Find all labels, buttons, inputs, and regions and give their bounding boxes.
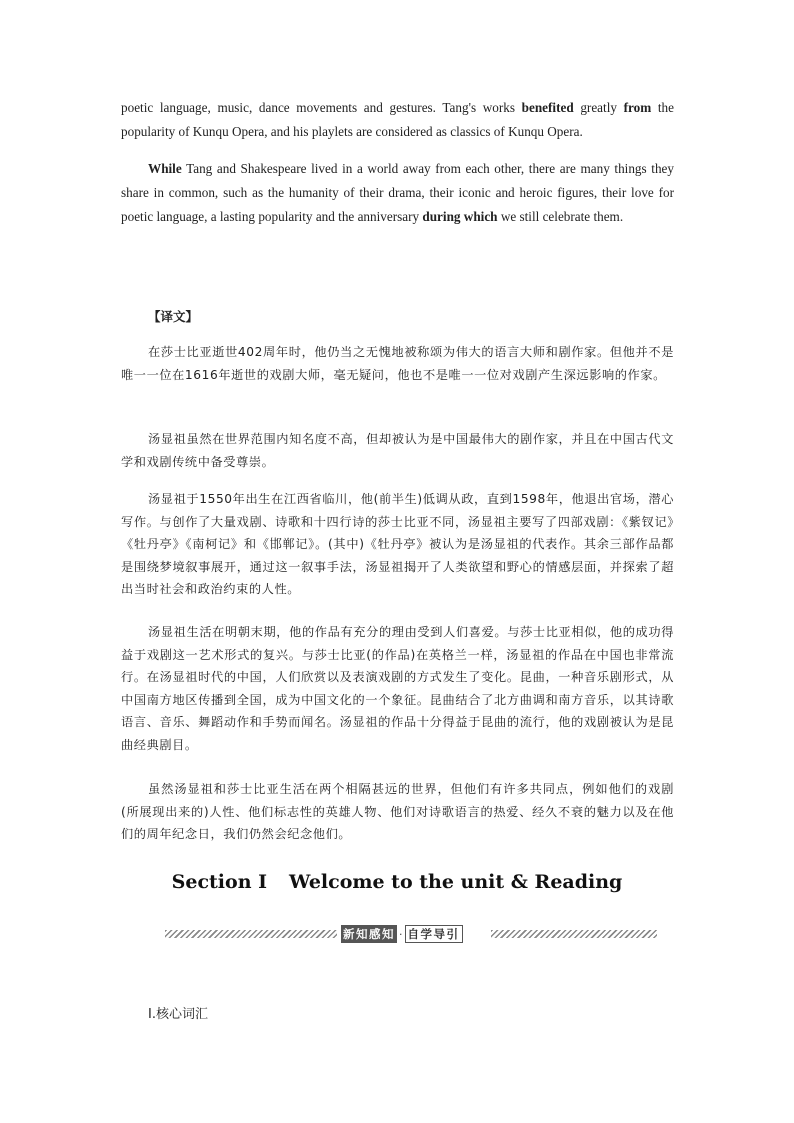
banner-tag-self-study: 自学导引	[405, 925, 463, 943]
translation-heading: 【译文】	[148, 309, 199, 324]
section-label: Section Ⅰ	[171, 871, 268, 893]
section-banner	[165, 925, 657, 945]
english-paragraph-2	[121, 157, 674, 229]
translation-paragraph-1: 在莎士比亚逝世402周年时，他仍当之无愧地被称颂为伟大的语言大师和剧作家。但他并不是唯一一位在1616年逝世的戏剧大师，毫无疑问，他也不是唯一一位对戏剧产生深远影响的作家。	[121, 345, 674, 382]
bold-phrase: during which	[422, 209, 498, 224]
text-run: the popularity of Kunqu Opera, and his playlets are considered as classics of Kunqu Opera.	[121, 100, 674, 139]
banner-stripe-left	[165, 930, 337, 938]
text-run: greatly	[573, 100, 624, 115]
banner-tag-new-knowledge: 新知感知	[343, 927, 395, 941]
text-run: poetic language, music, dance movements and gestures. Tang's works	[121, 100, 522, 115]
banner-separator: ·	[399, 927, 403, 941]
translation-paragraph-4: 汤显祖生活在明朝末期，他的作品有充分的理由受到人们喜爱。与莎士比亚相似，他的成功得益于戏剧这一艺术形式的复兴。与莎士比亚(的作品)在英格兰一样，汤显祖的作品在中国也非常流行。在汤显祖时代的中国，人们欣赏以及表演戏剧的方式发生了变化。昆曲，一种音乐剧形式，从中国南方地区传播到全国，成为中国文化的一个象征。昆曲结合了北方曲调和南方音乐，以其诗歌语言、音乐、舞蹈动作和手势而闻名。汤显祖的作品十分得益于昆曲的流行，他的戏剧被认为是昆曲经典剧目。	[121, 625, 674, 752]
banner-stripe-right	[491, 930, 657, 938]
english-paragraph-1	[121, 96, 674, 144]
bold-phrase: benefited	[521, 100, 574, 115]
section-name: Welcome to the unit & Reading	[289, 871, 623, 893]
bold-phrase: from	[623, 100, 652, 115]
text-run: we still celebrate them.	[497, 209, 624, 224]
translation-paragraph-2: 汤显祖虽然在世界范围内知名度不高，但却被认为是中国最伟大的剧作家，并且在中国古代文学和戏剧传统中备受尊崇。	[121, 432, 674, 469]
translation-paragraph-3: 汤显祖于1550年出生在江西省临川，他(前半生)低调从政，直到1598年，他退出官场，潜心写作。与创作了大量戏剧、诗歌和十四行诗的莎士比亚不同，汤显祖主要写了四部戏剧：《紫钗记》《牡丹亭》《南柯记》和《邯郸记》。(其中)《牡丹亭》被认为是汤显祖的代表作。其余三部作品都是围绕梦境叙事展开，通过这一叙事手法，汤显祖揭开了人类欲望和野心的情感层面，并探索了超出当时社会和政治约束的人性。	[121, 492, 674, 596]
text-run: Tang and Shakespeare lived in a world away from each other, there are many things they share in common, such as the humanity of their drama, their iconic and heroic figures, their love for poetic language, a lasting popularity and the anniversary	[121, 161, 674, 224]
section-title	[0, 871, 794, 893]
banner-label	[341, 925, 487, 943]
translation-paragraph-5: 虽然汤显祖和莎士比亚生活在两个相隔甚远的世界，但他们有许多共同点，例如他们的戏剧(所展现出来的)人性、他们标志性的英雄人物、他们对诗歌语言的热爱、经久不衰的魅力以及在他们的周年纪念日，我们仍然会纪念他们。	[121, 782, 674, 841]
bold-phrase: While	[148, 161, 182, 176]
vocabulary-heading: Ⅰ.核心词汇	[148, 1007, 208, 1022]
